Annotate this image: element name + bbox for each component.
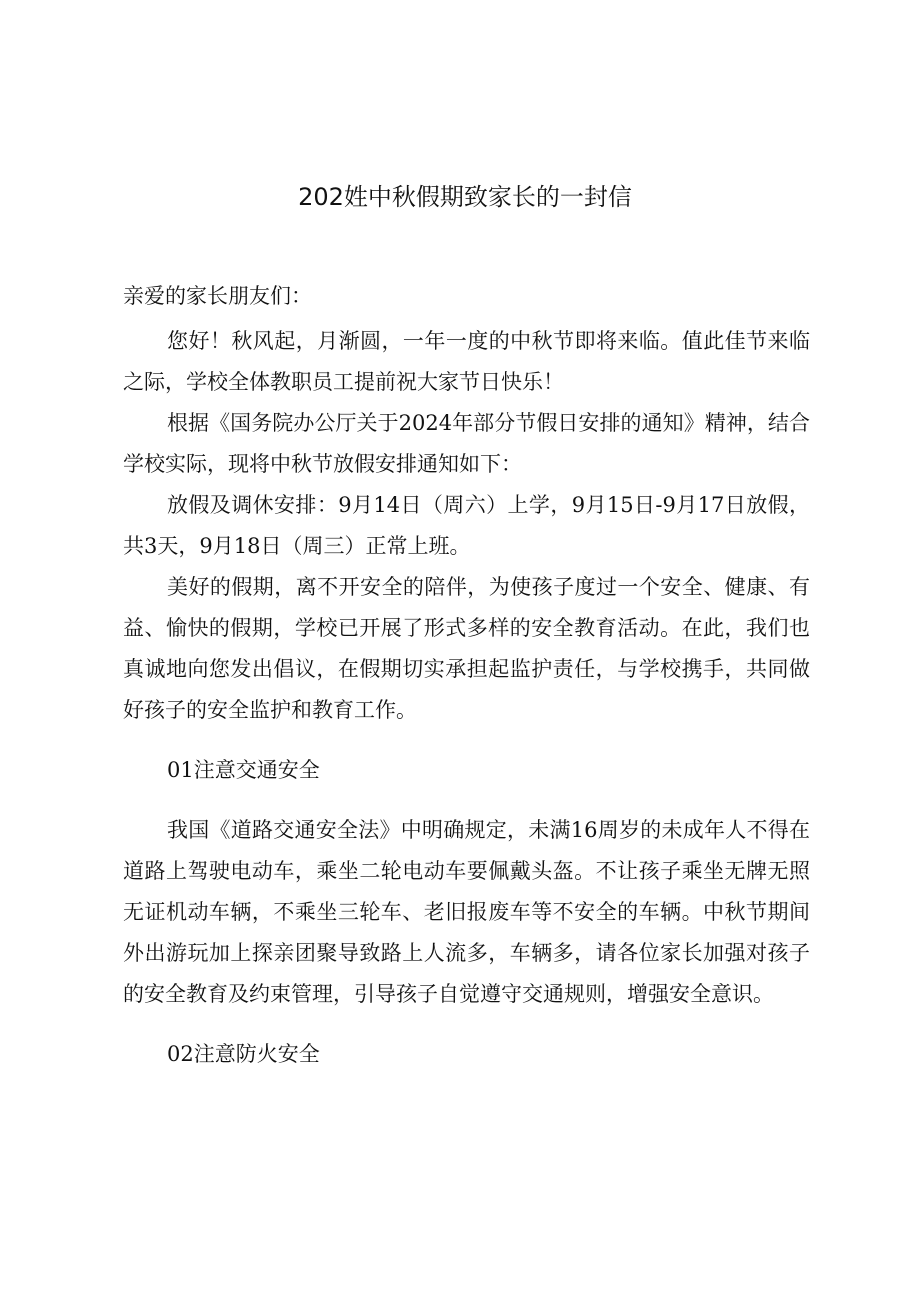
salutation: 亲爱的家长朋友们：	[123, 284, 312, 308]
section-heading-fire: 02注意防火安全	[167, 1042, 320, 1066]
section-heading-traffic: 01注意交通安全	[167, 758, 320, 782]
paragraph-holiday-schedule: 放假及调休安排：9月14日（周六）上学，9月15日-9月17日放假，共3天，9月18日（周三）正常上班。	[123, 493, 810, 558]
paragraph-notice-basis: 根据《国务院办公厅关于2024年部分节假日安排的通知》精神，结合学校实际，现将中秋节放假安排通知如下：	[123, 411, 810, 476]
paragraph-safety-proposal: 美好的假期，离不开安全的陪伴，为使孩子度过一个安全、健康、有益、愉快的假期，学校已开展了形式多样的安全教育活动。在此，我们也真诚地向您发出倡议，在假期切实承担起监护责任，与学校携手，共同做好孩子的安全监护和教育工作。	[123, 575, 810, 722]
document-body	[123, 276, 810, 1075]
paragraph-traffic-safety: 我国《道路交通安全法》中明确规定，未满16周岁的未成年人不得在道路上驾驶电动车，乘坐二轮电动车要佩戴头盔。不让孩子乘坐无牌无照无证机动车辆，不乘坐三轮车、老旧报废车等不安全的车辆。中秋节期间外出游玩加上探亲团聚导致路上人流多，车辆多，请各位家长加强对孩子的安全教育及约束管理，引导孩子自觉遵守交通规则，增强安全意识。	[123, 818, 810, 1006]
document-title: 202姓中秋假期致家长的一封信	[298, 183, 632, 211]
paragraph-greeting: 您好！秋风起，月渐圆，一年一度的中秋节即将来临。值此佳节来临之际，学校全体教职员工提前祝大家节日快乐！	[123, 329, 810, 394]
